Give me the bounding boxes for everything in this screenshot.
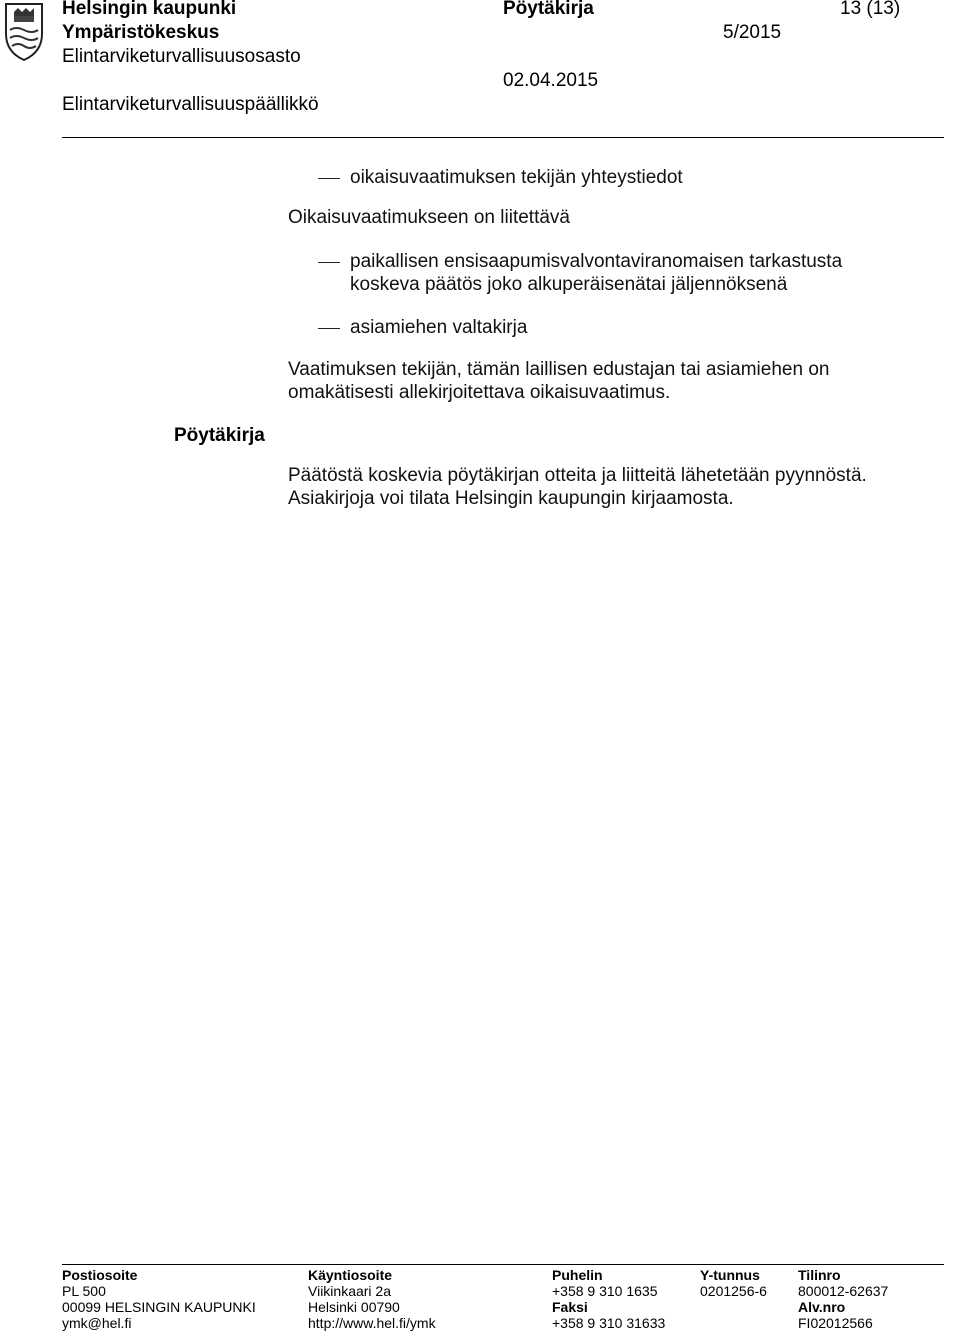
helsinki-crest-icon xyxy=(0,0,48,62)
document-number: 5/2015 xyxy=(723,22,782,43)
section-heading: Oikaisuvaatimukseen on liitettävä xyxy=(288,207,570,228)
header-divider xyxy=(62,137,944,138)
account-label: Tilinro xyxy=(798,1267,841,1283)
visiting-address-line: Viikinkaari 2a xyxy=(308,1283,392,1299)
postal-address-line: PL 500 xyxy=(62,1283,106,1299)
vat-value: FI02012566 xyxy=(798,1315,873,1331)
department-name: Ympäristökeskus xyxy=(62,22,220,43)
phone-label: Puhelin xyxy=(552,1267,603,1283)
footer-divider xyxy=(62,1264,944,1265)
postal-address-line: 00099 HELSINGIN KAUPUNKI xyxy=(62,1299,256,1315)
list-item-continuation: koskeva päätös joko alkuperäisenätai jäljennöksenä xyxy=(350,274,788,295)
paragraph-line: omakätisesti allekirjoitettava oikaisuvaatimus. xyxy=(288,382,671,403)
dash-bullet-icon xyxy=(318,178,340,179)
unit-name: Elintarviketurvallisuusosasto xyxy=(62,46,301,67)
list-item: paikallisen ensisaapumisvalvontaviranomaisen tarkastusta xyxy=(350,251,843,272)
fax-label: Faksi xyxy=(552,1299,588,1315)
fax-value: +358 9 310 31633 xyxy=(552,1315,666,1331)
official-title: Elintarviketurvallisuuspäällikkö xyxy=(62,94,319,115)
business-id-label: Y-tunnus xyxy=(700,1267,760,1283)
vat-label: Alv.nro xyxy=(798,1299,846,1315)
visiting-address-line: Helsinki 00790 xyxy=(308,1299,400,1315)
page-number: 13 (13) xyxy=(840,0,901,19)
email-address: ymk@hel.fi xyxy=(62,1315,132,1331)
website-address: http://www.hel.fi/ymk xyxy=(308,1315,436,1331)
phone-value: +358 9 310 1635 xyxy=(552,1283,658,1299)
document-type: Pöytäkirja xyxy=(503,0,594,19)
visiting-address-label: Käyntiosoite xyxy=(308,1267,393,1283)
list-item: asiamiehen valtakirja xyxy=(350,317,528,338)
paragraph-line: Vaatimuksen tekijän, tämän laillisen edustajan tai asiamiehen on xyxy=(288,359,830,380)
postal-address-label: Postiosoite xyxy=(62,1267,138,1283)
document-date: 02.04.2015 xyxy=(503,70,599,91)
business-id-value: 0201256-6 xyxy=(700,1283,767,1299)
organization-name: Helsingin kaupunki xyxy=(62,0,237,19)
dash-bullet-icon xyxy=(318,328,340,329)
side-heading: Pöytäkirja xyxy=(174,425,265,446)
list-item: oikaisuvaatimuksen tekijän yhteystiedot xyxy=(350,167,683,188)
paragraph-line: Päätöstä koskevia pöytäkirjan otteita ja liitteitä lähetetään pyynnöstä. xyxy=(288,465,867,486)
account-value: 800012-62637 xyxy=(798,1283,889,1299)
dash-bullet-icon xyxy=(318,262,340,263)
paragraph-line: Asiakirjoja voi tilata Helsingin kaupungin kirjaamosta. xyxy=(288,488,734,509)
